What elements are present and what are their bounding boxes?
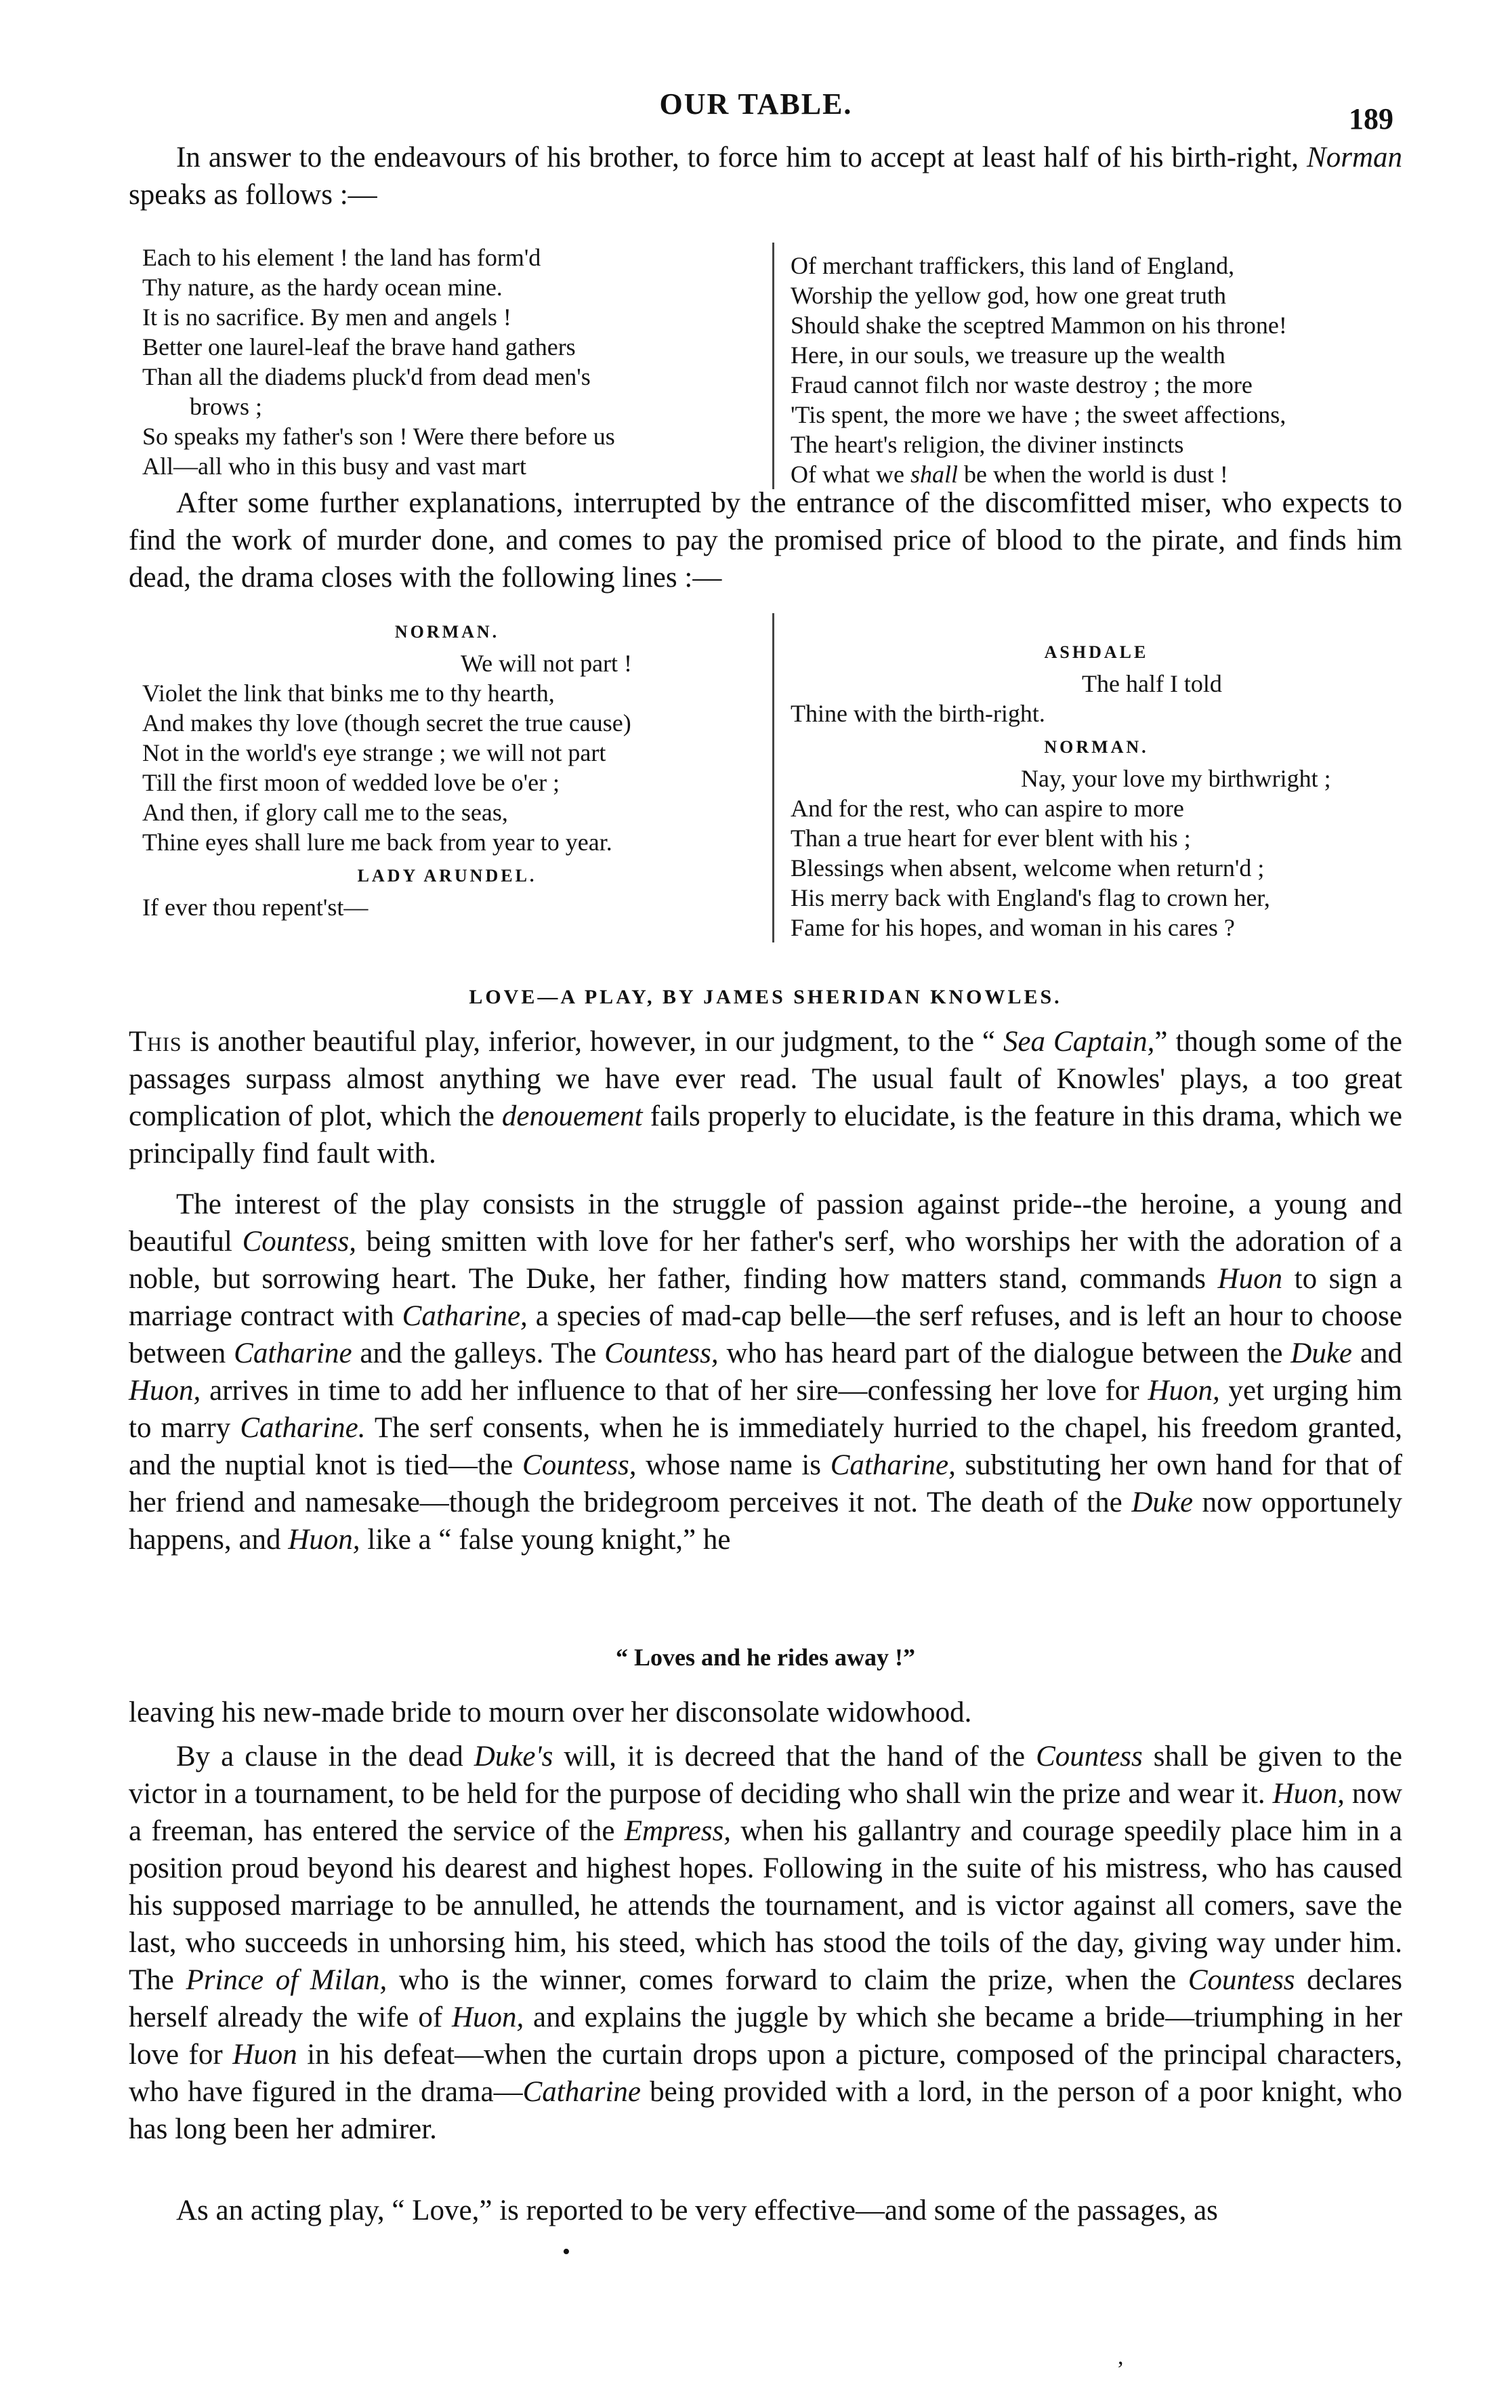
verse-line: Violet the link that binks me to thy hearth, [142, 680, 555, 707]
verse-line: 'Tis spent, the more we have ; the sweet affections, [791, 401, 1286, 428]
verse-line: Blessings when absent, welcome when return'd ; [791, 854, 1265, 881]
verse-line: Thine eyes shall lure me back from year to year. [142, 829, 612, 856]
paragraph-text: a species of mad-cap belle—the serf refuses, and is left an hour to choose between [129, 1300, 1402, 1369]
verse-line: And makes thy love (though secret the true cause) [142, 709, 631, 736]
italic-title: Sea Captain, [1003, 1026, 1155, 1058]
page-header [0, 80, 1512, 134]
italic-name: Empress, [624, 1815, 732, 1847]
paragraph-text: in his defeat—when the curtain drops upon a picture, composed of the principal characters, who have figured in the drama— [129, 2039, 1402, 2108]
verse-line: Should shake the sceptred Mammon on his throne! [791, 312, 1287, 339]
paragraph-text: declares herself already the wife of [129, 1964, 1403, 2033]
paragraph-text: when his gallantry and courage speedily place him in a position proud beyond his dearest and highest hopes. Following in the suite of his mistress, who has caused his supposed marriage to be annulled, he attends the tournament, and is victor against all comers, save the last, who succeeds in unhorsing him, his steed, which has stood the toils of the day, giving way under him. The [129, 1815, 1402, 1996]
speaker-name: LADY ARUNDEL. [357, 866, 537, 886]
italic-name: Huon, [288, 1524, 360, 1556]
speaker-name: ASHDALE [1044, 642, 1149, 662]
verse-text: be when the world is dust ! [957, 461, 1228, 488]
verse-line: And for the rest, who can aspire to more [791, 795, 1184, 822]
paragraph-text: and explains the juggle by which she became a bride—triumphing in her love for [129, 2001, 1403, 2071]
intro-name: Norman [1307, 142, 1402, 173]
verse-1-left-column [142, 243, 772, 489]
verse-line: Here, in our souls, we treasure up the wealth [791, 341, 1225, 369]
verse-line: Fraud cannot filch nor waste destroy ; the more [791, 371, 1253, 398]
paragraph-text: now opportunely happens, and [129, 1487, 1402, 1556]
paragraph-text: The serf consents, when he is immediately hurried to the chapel, his freedom granted, and the nuptial knot is tied—the [129, 1412, 1402, 1481]
paragraph-text: who has heard part of the dialogue between the [718, 1337, 1291, 1369]
paragraph-3: leaving his new-made bride to mourn over her disconsolate widowhood. [129, 1697, 972, 1728]
paragraph-text: being smitten with love for her father's serf, who worships her with the adoration of a noble, but sorrowing heart. The Duke, her father, finding how matters stand, commands [129, 1226, 1402, 1295]
paragraph-text: substituting her own hand for that of her friend and namesake—though the bridegroom perceives it not. The death of the [129, 1449, 1402, 1518]
speaker-name: NORMAN. [1044, 737, 1149, 757]
verse-line: The heart's religion, the diviner instincts [791, 431, 1184, 458]
paragraph-text: is another beautiful play, inferior, however, in our judgment, to the “ [182, 1026, 1003, 1058]
verse-line: Than all the diadems pluck'd from dead men's [142, 363, 591, 390]
dropcap-word: This [129, 1026, 182, 1058]
intro-text: In answer to the endeavours of his brother, to force him to accept at least half of his birth-right, [176, 142, 1307, 173]
italic-name: Huon [232, 2039, 297, 2071]
italic-name: Catharine, [830, 1449, 956, 1481]
verse-2-left-column [142, 613, 772, 942]
verse-line: Of merchant traffickers, this land of England, [791, 252, 1235, 279]
paragraph-5: As an acting play, “ Love,” is reported to be very effective—and some of the passages, as [176, 2195, 1218, 2226]
intro-paragraph [129, 139, 1402, 213]
verse-line: So speaks my father's son ! Were there before us [142, 423, 615, 450]
italic-name: Huon [1217, 1263, 1283, 1295]
italic-name: Duke's [474, 1741, 553, 1772]
paragraph-text: By a clause in the dead [176, 1741, 474, 1772]
verse-line: We will not part ! [461, 650, 633, 677]
paragraph-text: arrives in time to add her influence to that of her sire—confessing her love for [201, 1375, 1148, 1407]
paragraph-text: will, it is decreed that the hand of the [553, 1741, 1036, 1772]
verse-text: Of what we [791, 461, 910, 488]
verse-line: Than a true heart for ever blent with his ; [791, 825, 1191, 852]
paragraph-text: now a freeman, has entered the service of the [129, 1778, 1402, 1847]
paragraph-4 [129, 1738, 1402, 2148]
verse-line: Better one laurel-leaf the brave hand gathers [142, 333, 576, 360]
italic-name: Catharine [522, 2076, 641, 2108]
verse-1-right-column [772, 243, 1402, 489]
section-title: LOVE—A PLAY, BY JAMES SHERIDAN KNOWLES. [469, 986, 1062, 1008]
paragraph-text: The interest of the play consists in the struggle of passion against pride--the heroine, a young and beautiful [129, 1188, 1402, 1258]
verse-line: Fame for his hopes, and woman in his cares ? [791, 914, 1235, 941]
verse-italic: shall [910, 461, 958, 488]
italic-name: Countess, [604, 1337, 719, 1369]
italic-name: Countess, [242, 1226, 357, 1258]
verse-line: Worship the yellow god, how one great truth [791, 282, 1226, 309]
print-mark: • [562, 2239, 570, 2264]
verse-block-2 [142, 613, 1402, 942]
paragraph-text: and the galleys. The [352, 1337, 605, 1369]
italic-name: Catharine, [402, 1300, 528, 1332]
paragraph-2 [129, 1186, 1402, 1558]
paragraph-text: like a “ false young knight,” he [360, 1524, 731, 1556]
italic-name: Catharine. [240, 1412, 366, 1444]
paragraph-text: and [1352, 1337, 1402, 1369]
italic-name: Countess [1188, 1964, 1295, 1996]
italic-name: Countess, [522, 1449, 637, 1481]
paragraph-text: who is the winner, comes forward to claim the prize, when the [387, 1964, 1188, 1996]
italic-term: denouement [501, 1100, 643, 1132]
quoted-line: “ Loves and he rides away !” [615, 1644, 916, 1671]
italic-name: Duke [1290, 1337, 1353, 1369]
running-title: OUR TABLE. [659, 87, 853, 121]
paragraph-text: fails properly to elucidate, is the feature in this drama, which we principally find fault with. [129, 1100, 1402, 1169]
verse-line: Not in the world's eye strange ; we will not part [142, 739, 606, 766]
verse-line: The half I told [1082, 670, 1222, 697]
italic-name: Huon, [1272, 1778, 1345, 1810]
verse-line: Thine with the birth-right. [791, 700, 1045, 727]
verse-line: If ever thou repent'st— [142, 894, 369, 921]
speaker-name: NORMAN. [394, 622, 500, 642]
print-mark: , [1118, 2344, 1124, 2369]
paragraph-1 [129, 1023, 1402, 1172]
verse-line: It is no sacrifice. By men and angels ! [142, 304, 511, 331]
verse-line: Thy nature, as the hardy ocean mine. [142, 274, 503, 301]
italic-name: Duke [1131, 1487, 1194, 1518]
verse-line: brows ; [190, 393, 262, 420]
italic-name: Prince of Milan, [186, 1964, 387, 1996]
verse-2-right-column [772, 613, 1402, 942]
paragraph-text: yet urging him to marry [129, 1375, 1402, 1444]
verse-block-1 [142, 243, 1402, 489]
verse-line: Nay, your love my birthwright ; [1021, 765, 1331, 792]
verse-line: His merry back with England's flag to crown her, [791, 884, 1270, 911]
verse-line: Till the first moon of wedded love be o'er ; [142, 769, 560, 796]
paragraph-text: being provided with a lord, in the person of a poor knight, who has long been her admirer. [129, 2076, 1402, 2145]
verse-line: All—all who in this busy and vast mart [142, 453, 526, 480]
paragraph-text: whose name is [636, 1449, 831, 1481]
italic-name: Huon, [129, 1375, 201, 1407]
paragraph-text: to sign a marriage contract with [129, 1263, 1403, 1332]
verse-line: And then, if glory call me to the seas, [142, 799, 508, 826]
page-number: 189 [1349, 102, 1393, 136]
after-verse-paragraph: After some further explanations, interrupted by the entrance of the discomfitted miser, who expects to find the work of murder done, and comes to pay the promised price of blood to the pirate, and finds him dead, the drama closes with the following lines :— [129, 487, 1402, 594]
paragraph-text: shall be given to the victor in a tournament, to be held for the purpose of deciding who shall win the prize and wear it. [129, 1741, 1403, 1810]
italic-name: Huon, [451, 2001, 524, 2033]
intro-text-end: speaks as follows :— [129, 179, 377, 211]
paragraph-text: ” though some of the passages surpass almost anything we have ever read. The usual fault of Knowles' plays, a too great complication of plot, which the [129, 1026, 1402, 1132]
italic-name: Catharine [234, 1337, 352, 1369]
italic-name: Huon, [1148, 1375, 1220, 1407]
italic-name: Countess [1036, 1741, 1143, 1772]
verse-line: Each to his element ! the land has form'd [142, 244, 541, 271]
